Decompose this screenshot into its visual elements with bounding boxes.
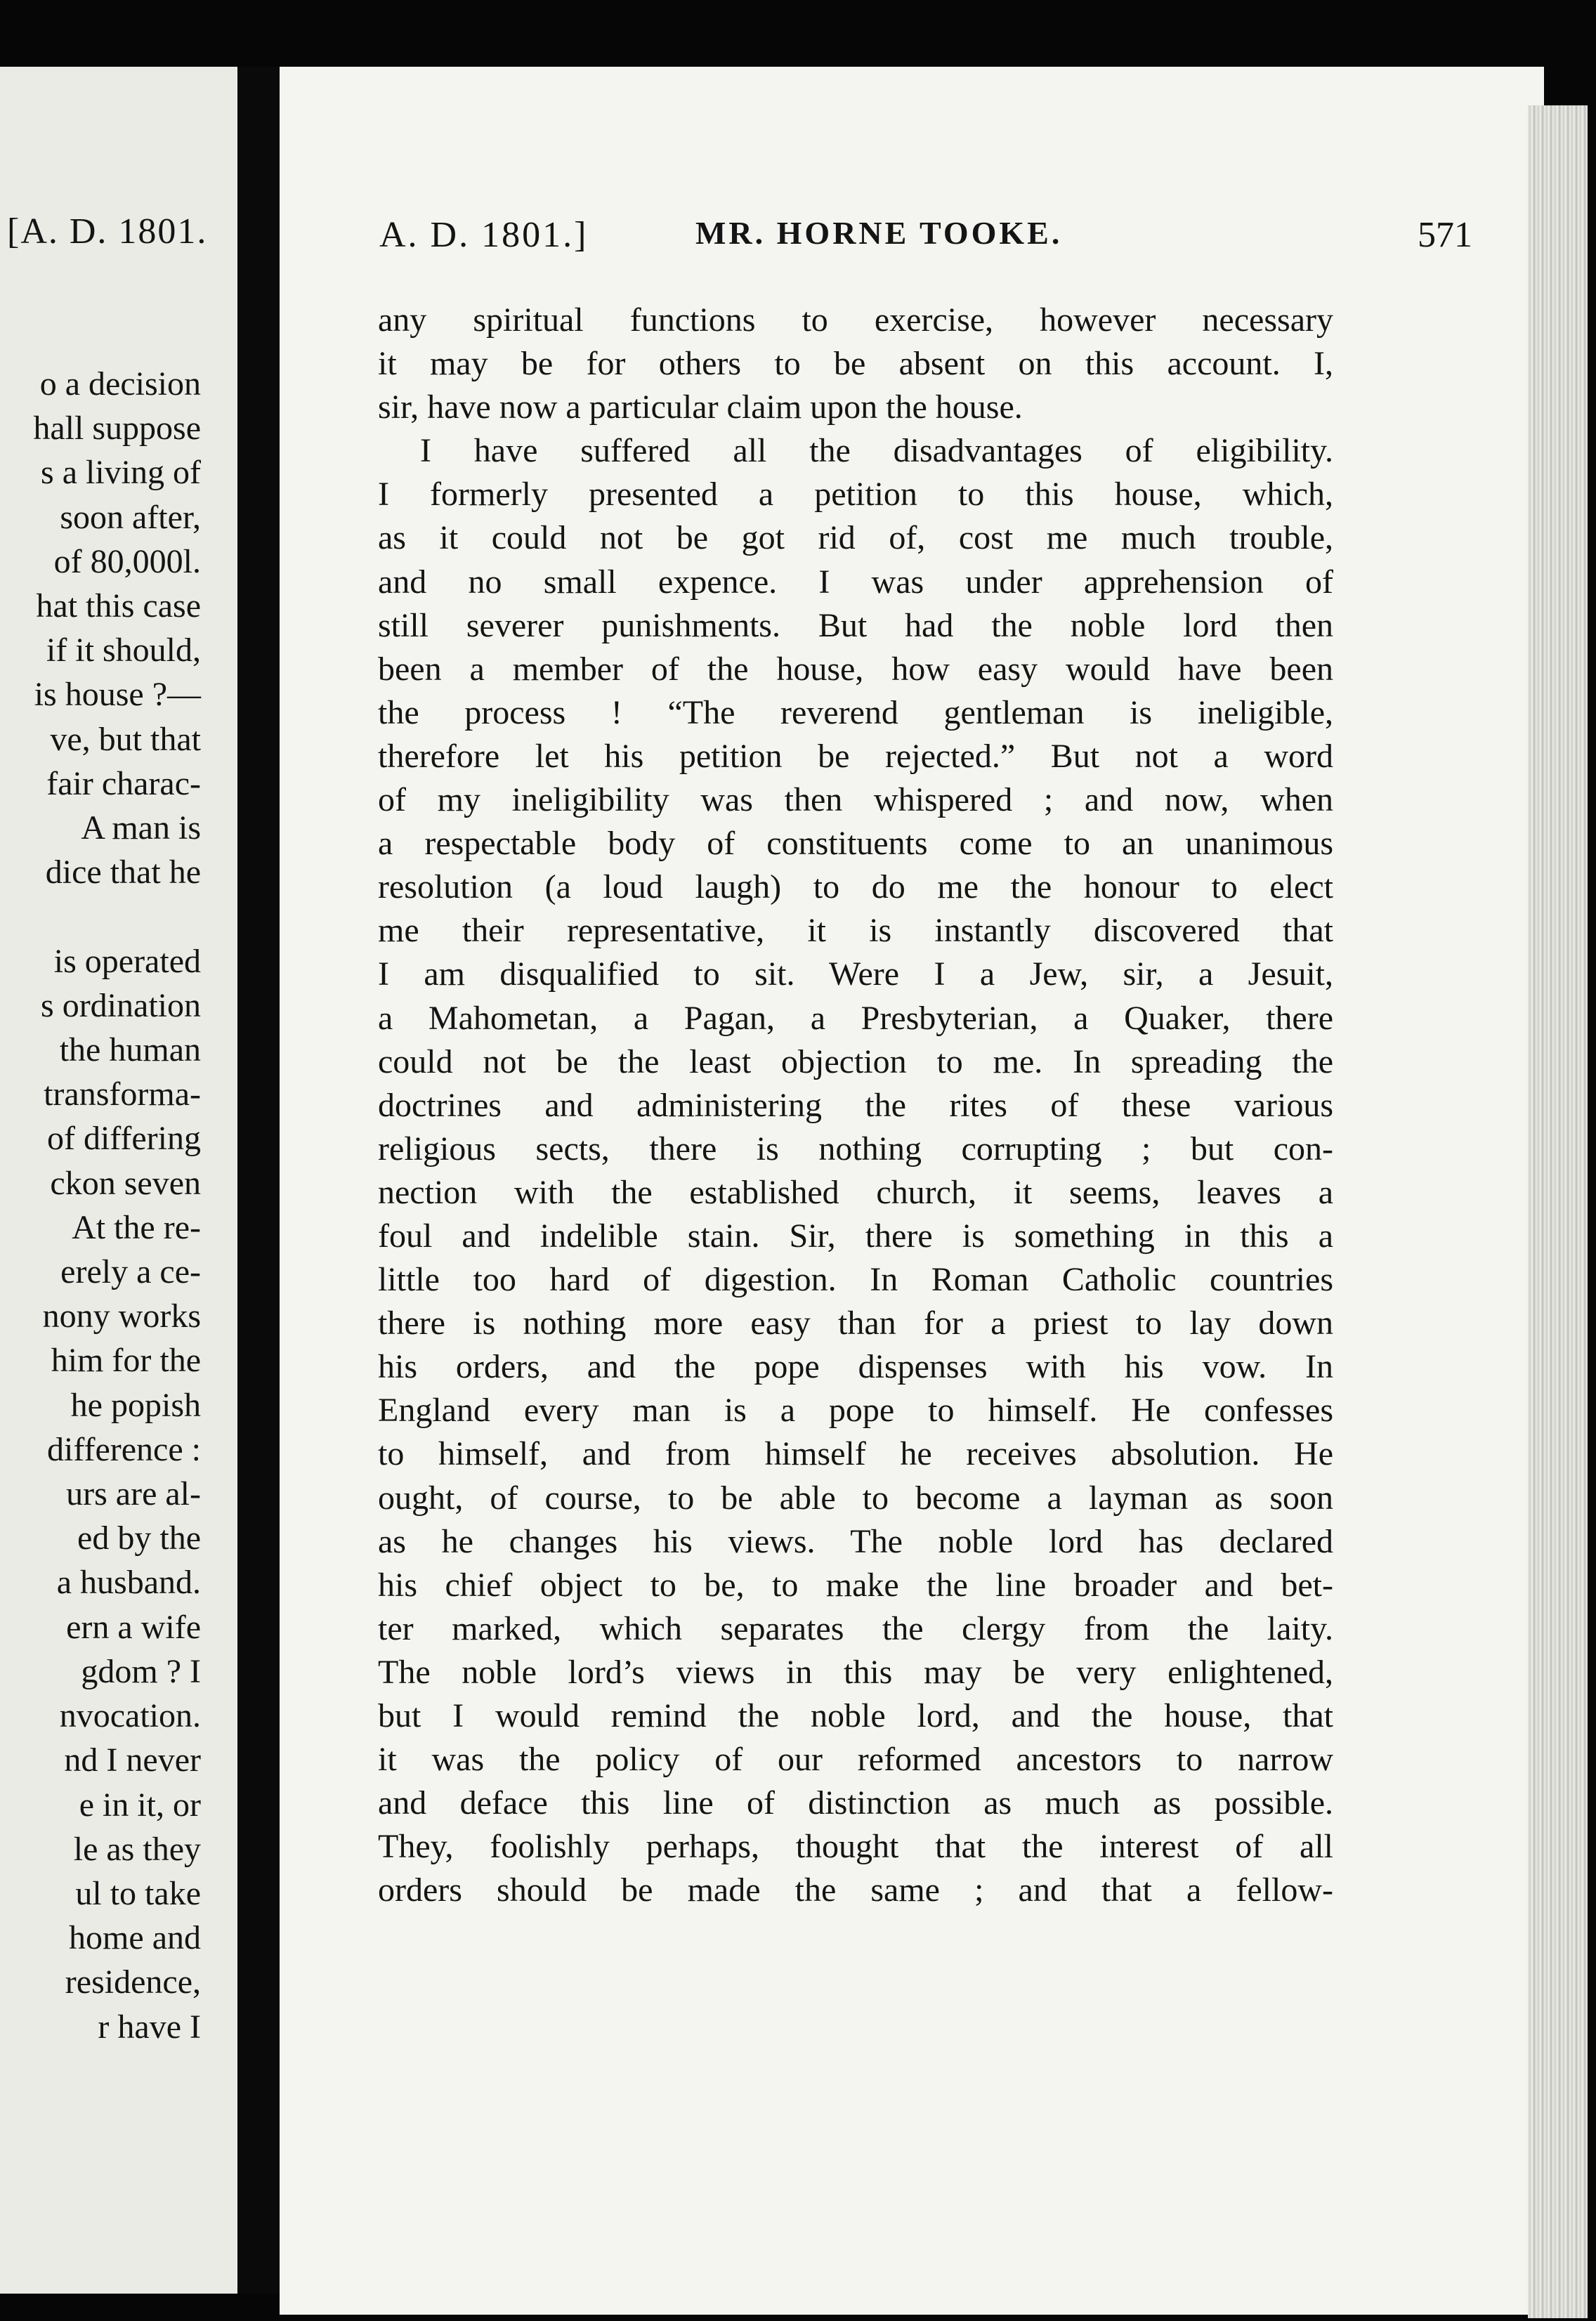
- text-line: and no small expence. I was under apprehension of: [378, 563, 1333, 601]
- left-line: At the re-: [72, 1208, 201, 1246]
- main-page: [280, 67, 1544, 2315]
- text-line: England every man is a pope to himself. He confesses: [378, 1392, 1333, 1430]
- text-line: and deface this line of distinction as much as possible.: [378, 1784, 1333, 1822]
- left-line: s ordination: [41, 986, 201, 1024]
- text-line: ter marked, which separates the clergy from the laity.: [378, 1609, 1333, 1647]
- text-line: a respectable body of constituents come to an unanimous: [378, 825, 1333, 863]
- text-line: a Mahometan, a Pagan, a Presbyterian, a Quaker, there: [378, 999, 1333, 1037]
- running-head-date: A. D. 1801.]: [379, 215, 589, 255]
- text-line: of my ineligibility was then whispered ; and now, when: [378, 781, 1333, 819]
- left-line: ern a wife: [66, 1608, 201, 1646]
- text-line: ought, of course, to be able to become a layman as soon: [378, 1479, 1333, 1517]
- text-line: nection with the established church, it seems, leaves a: [378, 1173, 1333, 1211]
- page-edge-stack: [1528, 105, 1588, 2318]
- left-line: erely a ce-: [60, 1253, 201, 1291]
- left-page-header: [A. D. 1801.: [7, 211, 208, 251]
- left-line: is operated: [53, 942, 201, 980]
- left-page-text: [33, 362, 201, 2049]
- left-line: soon after,: [60, 498, 201, 536]
- text-line: religious sects, there is nothing corrupting ; but con-: [378, 1130, 1333, 1168]
- left-line: difference :: [47, 1430, 201, 1468]
- left-line: nvocation.: [59, 1697, 201, 1735]
- text-line: doctrines and administering the rites of these various: [378, 1086, 1333, 1124]
- text-line: orders should be made the same ; and that a fellow-: [378, 1871, 1333, 1909]
- left-line: ve, but that: [50, 720, 201, 758]
- text-line: I am disqualified to sit. Were I a Jew, sir, a Jesuit,: [378, 955, 1333, 993]
- left-line: r have I: [98, 2008, 201, 2046]
- left-line: ckon seven: [50, 1164, 201, 1202]
- text-line: me their representative, it is instantly discovered that: [378, 912, 1333, 950]
- text-line: They, foolishly perhaps, thought that the interest of all: [378, 1828, 1333, 1866]
- text-line: therefore let his petition be rejected.” But not a word: [378, 737, 1333, 775]
- left-line: o a decision: [39, 365, 201, 403]
- text-line: it may be for others to be absent on this account. I,: [378, 345, 1333, 383]
- left-line: a husband.: [56, 1564, 201, 1602]
- left-line: [33, 894, 201, 939]
- paragraph-start-line: I have suffered all the disadvantages of eligibility.: [420, 432, 1333, 470]
- text-line: little too hard of digestion. In Roman Catholic countries: [378, 1261, 1333, 1299]
- left-line: him for the: [51, 1342, 201, 1380]
- text-line: the process ! “The reverend gentleman is ineligible,: [378, 693, 1333, 731]
- text-line: foul and indelible stain. Sir, there is something in this a: [378, 1217, 1333, 1255]
- left-line: of 80,000l.: [53, 542, 201, 580]
- left-line: le as they: [73, 1830, 201, 1868]
- left-line: transforma-: [44, 1075, 201, 1113]
- book-gutter: [237, 67, 280, 2294]
- text-line: there is nothing more easy than for a priest to lay down: [378, 1305, 1333, 1342]
- text-line: his chief object to be, to make the line broader and bet-: [378, 1566, 1333, 1604]
- text-line: but I would remind the noble lord, and the house, that: [378, 1697, 1333, 1734]
- text-line: The noble lord’s views in this may be very enlightened,: [378, 1653, 1333, 1691]
- left-line: residence,: [65, 1963, 201, 2001]
- text-line: as it could not be got rid of, cost me much trouble,: [378, 519, 1333, 557]
- text-line: as he changes his views. The noble lord has declared: [378, 1522, 1333, 1560]
- left-line: if it should,: [46, 632, 201, 669]
- left-line: urs are al-: [66, 1475, 201, 1513]
- running-head-title: MR. HORNE TOOKE.: [695, 215, 1063, 251]
- text-line: resolution (a loud laugh) to do me the honour to elect: [378, 868, 1333, 906]
- left-line: of differing: [46, 1120, 201, 1158]
- left-line: the human: [59, 1031, 201, 1069]
- text-line: sir, have now a particular claim upon the house.: [378, 388, 1023, 426]
- running-head: [379, 214, 1544, 263]
- left-line: he popish: [70, 1386, 201, 1424]
- page-number: 571: [1418, 215, 1472, 255]
- left-page: [0, 67, 237, 2294]
- text-line: to himself, and from himself he receives absolution. He: [378, 1435, 1333, 1473]
- left-line: dice that he: [45, 854, 201, 891]
- left-line: nony works: [42, 1297, 201, 1335]
- text-line: could not be the least objection to me. In spreading the: [378, 1042, 1333, 1080]
- left-line: A man is: [81, 809, 201, 847]
- left-line: hall suppose: [33, 410, 201, 447]
- left-line: ed by the: [77, 1519, 201, 1557]
- text-line: his orders, and the pope dispenses with his vow. In: [378, 1348, 1333, 1386]
- left-line: home and: [69, 1919, 201, 1957]
- text-line: any spiritual functions to exercise, however necessary: [378, 301, 1333, 339]
- text-line: I formerly presented a petition to this house, which,: [378, 476, 1333, 514]
- left-line: ul to take: [75, 1874, 201, 1912]
- left-line: nd I never: [64, 1741, 201, 1779]
- body-text: [378, 299, 1333, 1912]
- text-line: it was the policy of our reformed ancestors to narrow: [378, 1741, 1333, 1779]
- text-line: been a member of the house, how easy would have been: [378, 650, 1333, 688]
- left-line: is house ?—: [34, 676, 201, 714]
- left-line: gdom ? I: [81, 1652, 201, 1690]
- left-line: fair charac-: [46, 764, 201, 802]
- text-line: still severer punishments. But had the noble lord then: [378, 606, 1333, 644]
- left-line: e in it, or: [79, 1786, 201, 1824]
- left-line: s a living of: [41, 454, 201, 492]
- left-line: hat this case: [36, 587, 201, 625]
